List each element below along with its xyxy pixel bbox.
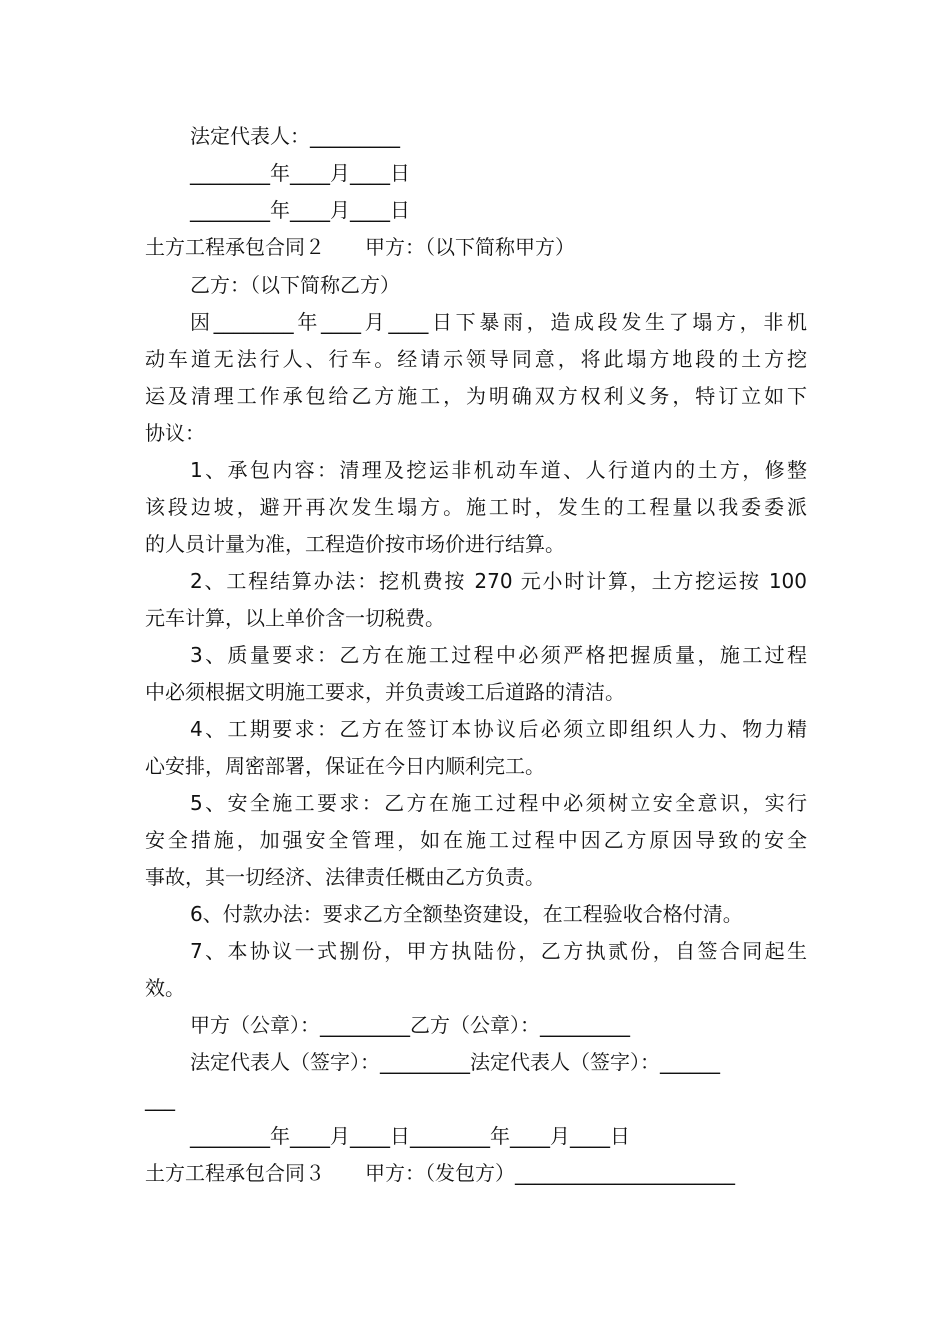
contract-title: 土方工程承包合同２ 甲方：（以下简称甲方） xyxy=(145,235,575,259)
clause-line: 中必须根据文明施工要求，并负责竣工后道路的清洁。 xyxy=(145,680,625,704)
signature-line-continued: ___ xyxy=(145,1087,175,1111)
signature-line: 法定代表人（签字）：_________法定代表人（签字）：______ xyxy=(190,1050,720,1074)
clause-line: 1、承包内容：清理及挖运非机动车道、人行道内的土方，修整 xyxy=(190,458,807,482)
date-line: ________年____月____日 xyxy=(190,198,410,222)
dates-line: ________年____月____日________年____月____日 xyxy=(190,1124,630,1148)
legal-rep-line: 法定代表人：_________ xyxy=(190,124,400,148)
clause-line: 效。 xyxy=(145,976,185,1000)
clause-line: 4、工期要求：乙方在签订本协议后必须立即组织人力、物力精 xyxy=(190,717,807,741)
paragraph-line: 协议： xyxy=(145,421,205,445)
clause-line: 6、付款办法：要求乙方全额垫资建设，在工程验收合格付清。 xyxy=(190,902,743,926)
clause-line: 元车计算，以上单价含一切税费。 xyxy=(145,606,445,630)
paragraph-line: 动车道无法行人、行车。经请示领导同意，将此塌方地段的土方挖 xyxy=(145,347,807,371)
party-b-line: 乙方：（以下简称乙方） xyxy=(190,273,400,297)
clause-line: 7、本协议一式捌份，甲方执陆份，乙方执贰份，自签合同起生 xyxy=(190,939,807,963)
clause-line: 该段边坡，避开再次发生塌方。施工时，发生的工程量以我委委派 xyxy=(145,495,807,519)
clause-line: 2、工程结算办法：挖机费按 270 元小时计算，土方挖运按 100 xyxy=(190,569,807,593)
contract-title: 土方工程承包合同３ 甲方：（发包方）______________________ xyxy=(145,1161,735,1185)
clause-line: 心安排，周密部署，保证在今日内顺利完工。 xyxy=(145,754,545,778)
clause-line: 事故，其一切经济、法律责任概由乙方负责。 xyxy=(145,865,545,889)
clause-line: 的人员计量为准，工程造价按市场价进行结算。 xyxy=(145,532,565,556)
clause-line: 5、安全施工要求：乙方在施工过程中必须树立安全意识，实行 xyxy=(190,791,807,815)
paragraph-line: 因________年____月____日下暴雨，造成段发生了塌方，非机 xyxy=(190,310,807,334)
date-line: ________年____月____日 xyxy=(190,161,410,185)
seal-line: 甲方（公章）：_________乙方（公章）：_________ xyxy=(190,1013,630,1037)
clause-line: 3、质量要求：乙方在施工过程中必须严格把握质量，施工过程 xyxy=(190,643,807,667)
paragraph-line: 运及清理工作承包给乙方施工，为明确双方权利义务，特订立如下 xyxy=(145,384,807,408)
clause-line: 安全措施，加强安全管理，如在施工过程中因乙方原因导致的安全 xyxy=(145,828,807,852)
